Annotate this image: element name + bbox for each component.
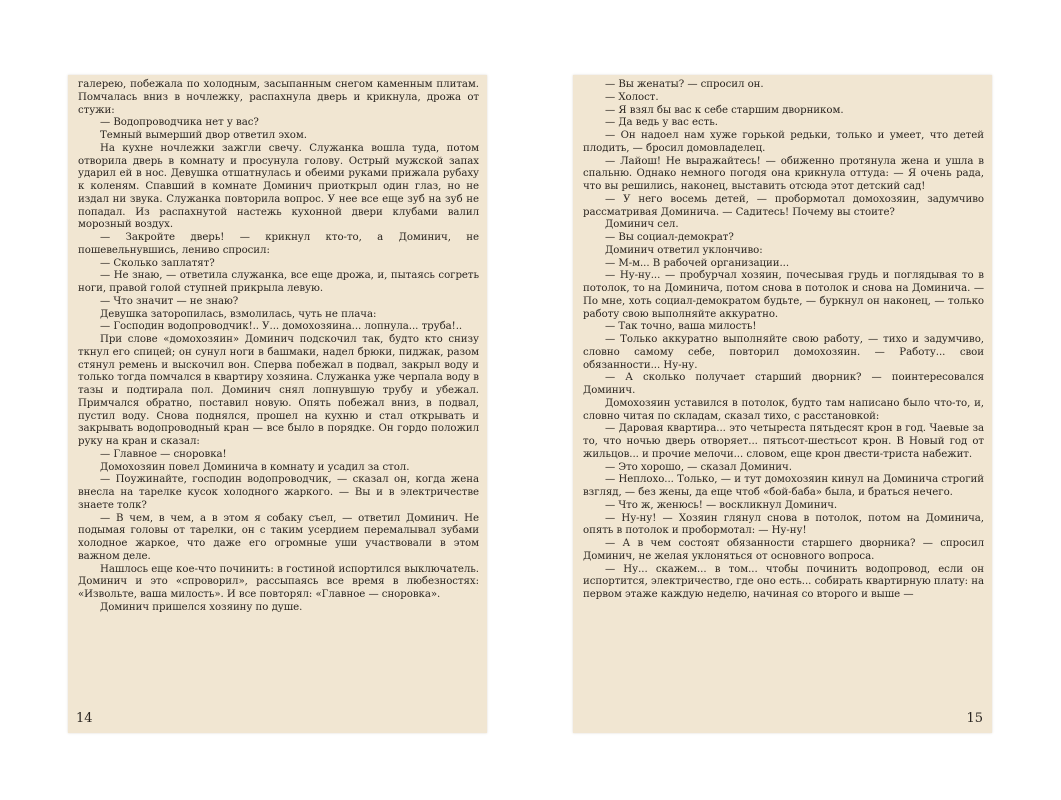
paragraph: — Только аккуратно выполняйте свою работу, — тихо и задумчиво, словно самому себе, повторил домохозяин. — Работу... свои обязанности... Ну-ну. [583, 334, 984, 371]
paragraph: — Вы социал-демократ? [605, 232, 734, 243]
paragraph: — В чем, в чем, а в этом я собаку съел, — ответил Доминич. Не подымая головы от тарелки, он с таким усердием перемалывал зубами холодное жаркое, что даже его огромные уши участвовали в этом важном деле. [78, 512, 479, 562]
right-page-number: 15 [966, 711, 983, 726]
left-page-text [78, 79, 479, 615]
paragraph: — Не знаю, — ответила служанка, все еще дрожа, и, пытаясь согреть ноги, правой голой ступней прикрыла левую. [78, 270, 479, 294]
paragraph: — Сколько заплатят? [100, 257, 215, 269]
paragraph: Темный вымерший двор ответил эхом. [100, 130, 307, 141]
paragraph: — Вы женаты? — спросил он. [605, 79, 764, 90]
paragraph: — Поужинайте, господин водопроводчик, — сказал он, когда жена внесла на тарелке кусок холодного жаркого. — Вы и в электричестве знаете толк? [78, 474, 479, 511]
left-page-number: 14 [76, 711, 93, 726]
paragraph: — М-м... В рабочей организации... [605, 257, 790, 269]
paragraph: — А сколько получает старший дворник? — поинтересовался Доминич. [583, 372, 984, 396]
paragraph: — А в чем состоят обязанности старшего дворника? — спросил Доминич, не желая уклоняться от основного вопроса. [583, 538, 984, 562]
paragraph: — Да ведь у вас есть. [605, 117, 718, 129]
paragraph: — Холост. [605, 91, 659, 103]
paragraph: — Так точно, ваша милость! [605, 321, 757, 333]
paragraph: — Ну-ну! — Хозяин глянул снова в потолок, потом на Доминича, опять в потолок и пробормотал: — Ну-ну! [583, 512, 984, 537]
paragraph: — У него восемь детей, — пробормотал домохозяин, задумчиво рассматривая Доминича. — Садитесь! Почему вы стоите? [583, 193, 984, 218]
paragraph: Девушка заторопилась, взмолилась, чуть не плача: [100, 308, 377, 320]
left-page [68, 75, 487, 733]
paragraph: — Ну... скажем... в том... чтобы починить водопровод, если он испортится, электричество, где оно есть... собирать квартирную плату: на первом этаже каждую неделю, начиная со второго и выше — [583, 563, 984, 600]
paragraph: Домохозяин повел Доминича в комнату и усадил за стол. [100, 461, 410, 473]
paragraph: — Закройте дверь! — крикнул кто-то, а Доминич, не пошевельнувшись, лениво спросил: [78, 232, 479, 256]
paragraph: Домохозяин уставился в потолок, будто там написано было что-то, и, словно читая по складам, сказал тихо, с расстановкой: [583, 397, 984, 422]
paragraph: Доминич ответил уклончиво: [605, 244, 763, 256]
paragraph: На кухне ночлежки зажгли свечу. Служанка вошла туда, потом отворила дверь в комнату и просунула голову. Острый мужской запах ударил ей в нос. Девушка отшатнулась и обеими руками прижала рубаху к коленям. Спавший в комнате Доминич приоткрыл один глаз, но не издал ни звука. Служанка повторила вопрос. У нее все еще зуб на зуб не попадал. Из распахнутой настежь кухонной двери клубами валил морозный воздух. [78, 142, 479, 231]
paragraph: При слове «домохозяин» Доминич подскочил так, будто кто снизу ткнул его спицей; он сунул ноги в башмаки, надел брюки, пиджак, разом стянул ремень и выскочил вон. Сперва побежал в подвал, закрыл воду и только тогда помчался в квартиру хозяина. Служанка уже черпала воду в тазы и подтирала пол. Доминич снял лопнувшую трубу и убежал. Примчался обратно, поставил новую. Опять побежал вниз, в подвал, пустил воду. Снова поднялся, прошел на кухню и стал открывать и закрывать водопроводный кран — все было в порядке. Он гордо положил руку на кран и сказал: [78, 334, 479, 447]
paragraph: — Даровая квартира... это четыреста пятьдесят крон в год. Чаевые за то, что ночью дверь отворяет... пятьсот-шестьсот крон. В Новый год от жильцов... и прочие мелочи... словом, еще крон двести-триста набежит. [583, 423, 984, 460]
paragraph: — Водопроводчика нет у вас? [100, 117, 259, 129]
paragraph: Доминич пришелся хозяину по душе. [100, 601, 303, 613]
paragraph: Доминич сел. [605, 219, 679, 231]
paragraph: — Ну-ну... — пробурчал хозяин, почесывая грудь и поглядывая то в потолок, то на Доминича, потом снова в потолок и снова на Доминича. — По мне, хоть социал-демократом будьте, — буркнул он наконец, — только работу свою выполняйте аккуратно. [583, 270, 984, 320]
paragraph: — Лайош! Не выражайтесь! — обиженно протянула жена и ушла в спальню. Однако немного погодя она крикнула оттуда: — Я очень рада, что вы решились, наконец, выставить отсюда этот детский сад! [583, 155, 984, 192]
paragraph: — Господин водопроводчик!.. У... домохозяина... лопнула... труба!.. [100, 321, 463, 333]
right-page [573, 75, 992, 733]
paragraph: — Я взял бы вас к себе старшим дворником. [605, 104, 844, 116]
paragraph: — Он надоел нам хуже горькой редьки, только и умеет, что детей плодить, — бросил домовладелец. [583, 130, 984, 154]
paragraph: — Это хорошо, — сказал Доминич. [605, 461, 792, 473]
paragraph: — Неплохо... Только, — и тут домохозяин кинул на Доминича строгий взгляд, — без жены, да еще чтоб «бой-баба» была, и браться нечего. [583, 474, 984, 498]
paragraph: Нашлось еще кое-что починить: в гостиной испортился выключатель. Доминич и это «спроворил», рассыпаясь все время в любезностях: «Извольте, ваша милость». И все повторял: «Главное — сноровка». [78, 563, 479, 600]
paragraph: галерею, побежала по холодным, засыпанным снегом каменным плитам. Помчалась вниз в ночлежку, распахнула дверь и крикнула, дрожа от стужи: [78, 79, 479, 116]
paragraph: — Главное — сноровка! [100, 448, 227, 460]
paragraph: — Что значит — не знаю? [100, 295, 239, 307]
right-page-text [583, 79, 984, 602]
paragraph: — Что ж, женюсь! — воскликнул Доминич. [605, 499, 838, 511]
